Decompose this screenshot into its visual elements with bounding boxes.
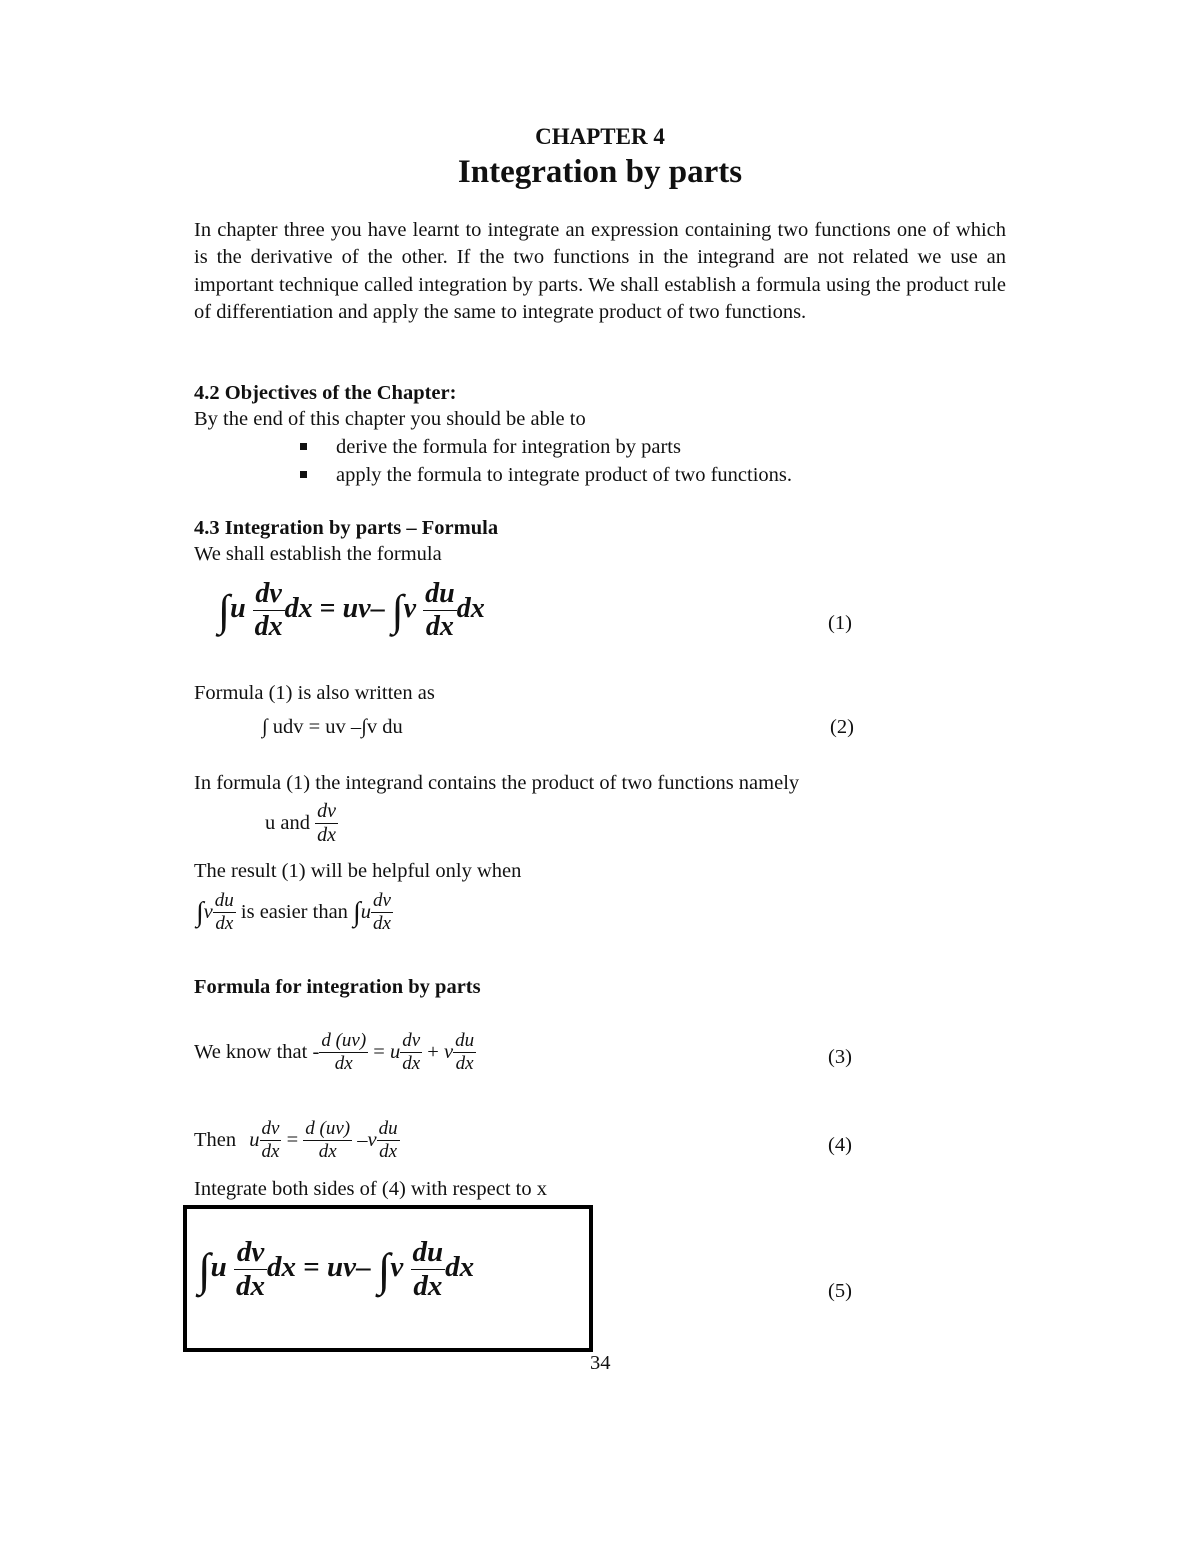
equation-2: ∫ udv = uv –∫v du	[262, 716, 403, 738]
page-number: 34	[590, 1352, 611, 1374]
equation-1: ∫u $\frac{dv}{dx}$ dx = uv– ∫v $\frac{du}{dx}$ dx	[218, 578, 485, 642]
objectives-heading: 4.2 Objectives of the Chapter:	[194, 382, 457, 404]
derivation-heading: Formula for integration by parts	[194, 976, 481, 998]
list-item: derive the formula for integration by parts	[336, 436, 792, 464]
list-item: apply the formula to integrate product of two functions.	[336, 464, 792, 492]
objectives-list	[336, 436, 792, 492]
equation-3-label: (3)	[828, 1046, 852, 1068]
bullet-icon	[300, 443, 307, 450]
equation-3: We know that - $\frac{d (uv)}{dx}$ = u $\frac{dv}{dx}$ + v $\frac{du}{dx}$	[194, 1030, 475, 1074]
integrand-text: In formula (1) the integrand contains the product of two functions namely	[194, 772, 800, 794]
bullet-icon	[300, 471, 307, 478]
helpful-text: The result (1) will be helpful only when	[194, 860, 522, 882]
u-and-fraction: u and $\frac{dv}{dx}$	[265, 800, 336, 846]
equation-4: Then u $\frac{dv}{dx}$ = $\frac{d (uv)}{dx}$ –v $\frac{du}{dx}$	[194, 1118, 398, 1162]
equation-5: ∫u $\frac{dv}{dx}$ dx = uv– ∫v $\frac{du}{dx}$ dx	[198, 1236, 475, 1302]
objectives-lead: By the end of this chapter you should be able to	[194, 408, 586, 430]
equation-4-label: (4)	[828, 1134, 852, 1156]
equation-1-label: (1)	[828, 612, 852, 634]
chapter-title: Integration by parts	[457, 154, 743, 190]
equation-2-label: (2)	[830, 716, 854, 738]
formula-heading: 4.3 Integration by parts – Formula	[194, 517, 499, 539]
easier-comparison: ∫v $\frac{du}{dx}$ is easier than ∫u $\frac{dv}{dx}$	[196, 890, 391, 934]
formula-lead: We shall establish the formula	[194, 543, 442, 565]
intro-paragraph: In chapter three you have learnt to integrate an expression containing two functions one of which is the derivative of the other. If the two functions in the integrand are not related we use an important technique called integration by parts. We shall establish a formula using the product rule of differentiation and apply the same to integrate product of two functions.	[194, 219, 1006, 323]
chapter-label: CHAPTER 4	[535, 124, 665, 149]
equation-5-label: (5)	[828, 1280, 852, 1302]
integrate-both-text: Integrate both sides of (4) with respect to x	[194, 1178, 547, 1200]
also-written-text: Formula (1) is also written as	[194, 682, 435, 704]
